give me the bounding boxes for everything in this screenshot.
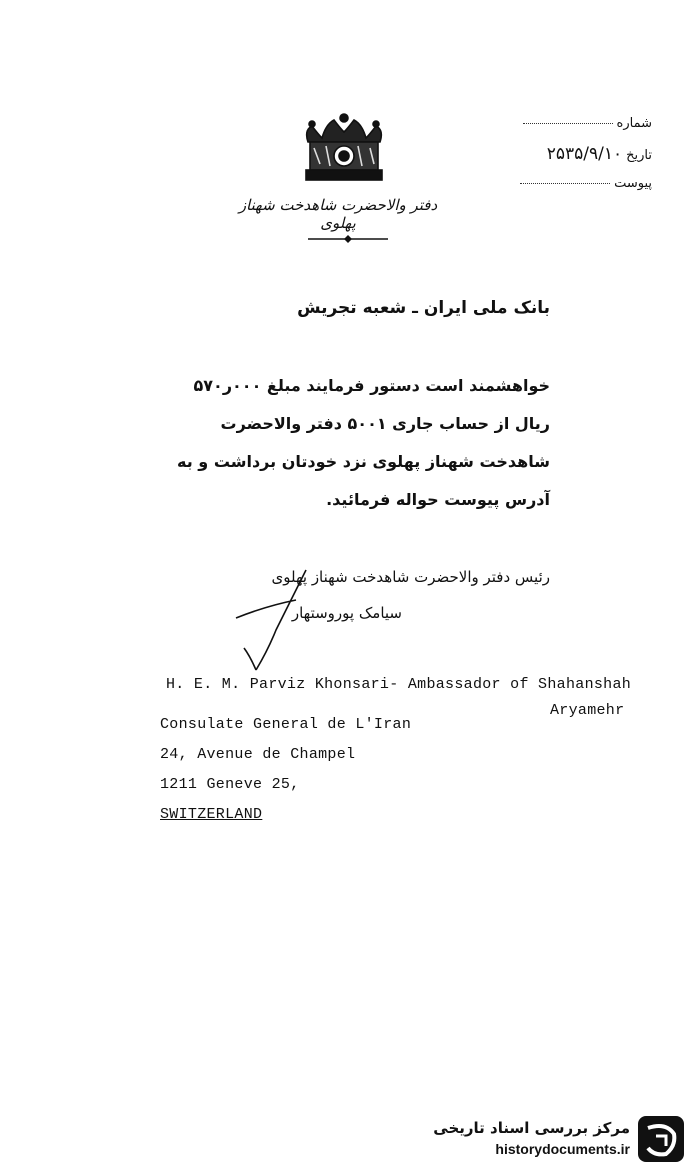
office-name: دفتر والاحضرت شاهدخت شهناز پهلوی xyxy=(238,196,438,232)
body-line: ریال از حساب جاری ۵۰۰۱ دفتر والاحضرت xyxy=(220,414,550,433)
ornament-divider-icon xyxy=(308,234,388,244)
recipient-line: Consulate General de L'Iran xyxy=(160,716,412,733)
signature-scribble xyxy=(196,560,326,680)
crown-emblem-icon xyxy=(300,112,388,192)
attachment-field xyxy=(452,176,652,191)
number-label: شماره xyxy=(616,116,652,131)
archive-watermark xyxy=(420,1119,630,1157)
body-line: شاهدخت شهناز پهلوی نزد خودتان برداشت و به xyxy=(177,452,550,471)
attachment-label: پیوست xyxy=(614,176,652,191)
watermark-fa: مرکز بررسی اسناد تاریخی xyxy=(433,1119,630,1137)
signature-title: رئیس دفتر والاحضرت شاهدخت شهناز پهلوی xyxy=(271,568,550,586)
recipient-line: H. E. M. Parviz Khonsari- Ambassador of Shahanshah xyxy=(166,676,632,693)
body-line: خواهشمند است دستور فرمایند مبلغ ۰۰۰ر۵۷۰ xyxy=(193,376,550,395)
signature-name: سیامک پوروستهار xyxy=(291,604,402,622)
recipient-country: SWITZERLAND xyxy=(160,806,263,823)
recipient-line: Aryamehr xyxy=(550,702,625,719)
body-line: آدرس پیوست حواله فرمائید. xyxy=(326,490,550,509)
archive-logo-icon xyxy=(636,1114,686,1164)
number-field xyxy=(452,116,652,131)
date-label: تاریخ xyxy=(626,148,652,163)
addressee: بانک ملی ایران ـ شعبه تجریش xyxy=(297,298,550,318)
date-field xyxy=(452,144,652,164)
recipient-line: 24, Avenue de Champel xyxy=(160,746,356,763)
attachment-blank xyxy=(520,183,610,184)
date-value: ۲۵۳۵/۹/۱۰ xyxy=(546,144,623,164)
recipient-line: 1211 Geneve 25, xyxy=(160,776,300,793)
number-blank xyxy=(523,123,613,124)
watermark-en: historydocuments.ir xyxy=(495,1141,630,1157)
